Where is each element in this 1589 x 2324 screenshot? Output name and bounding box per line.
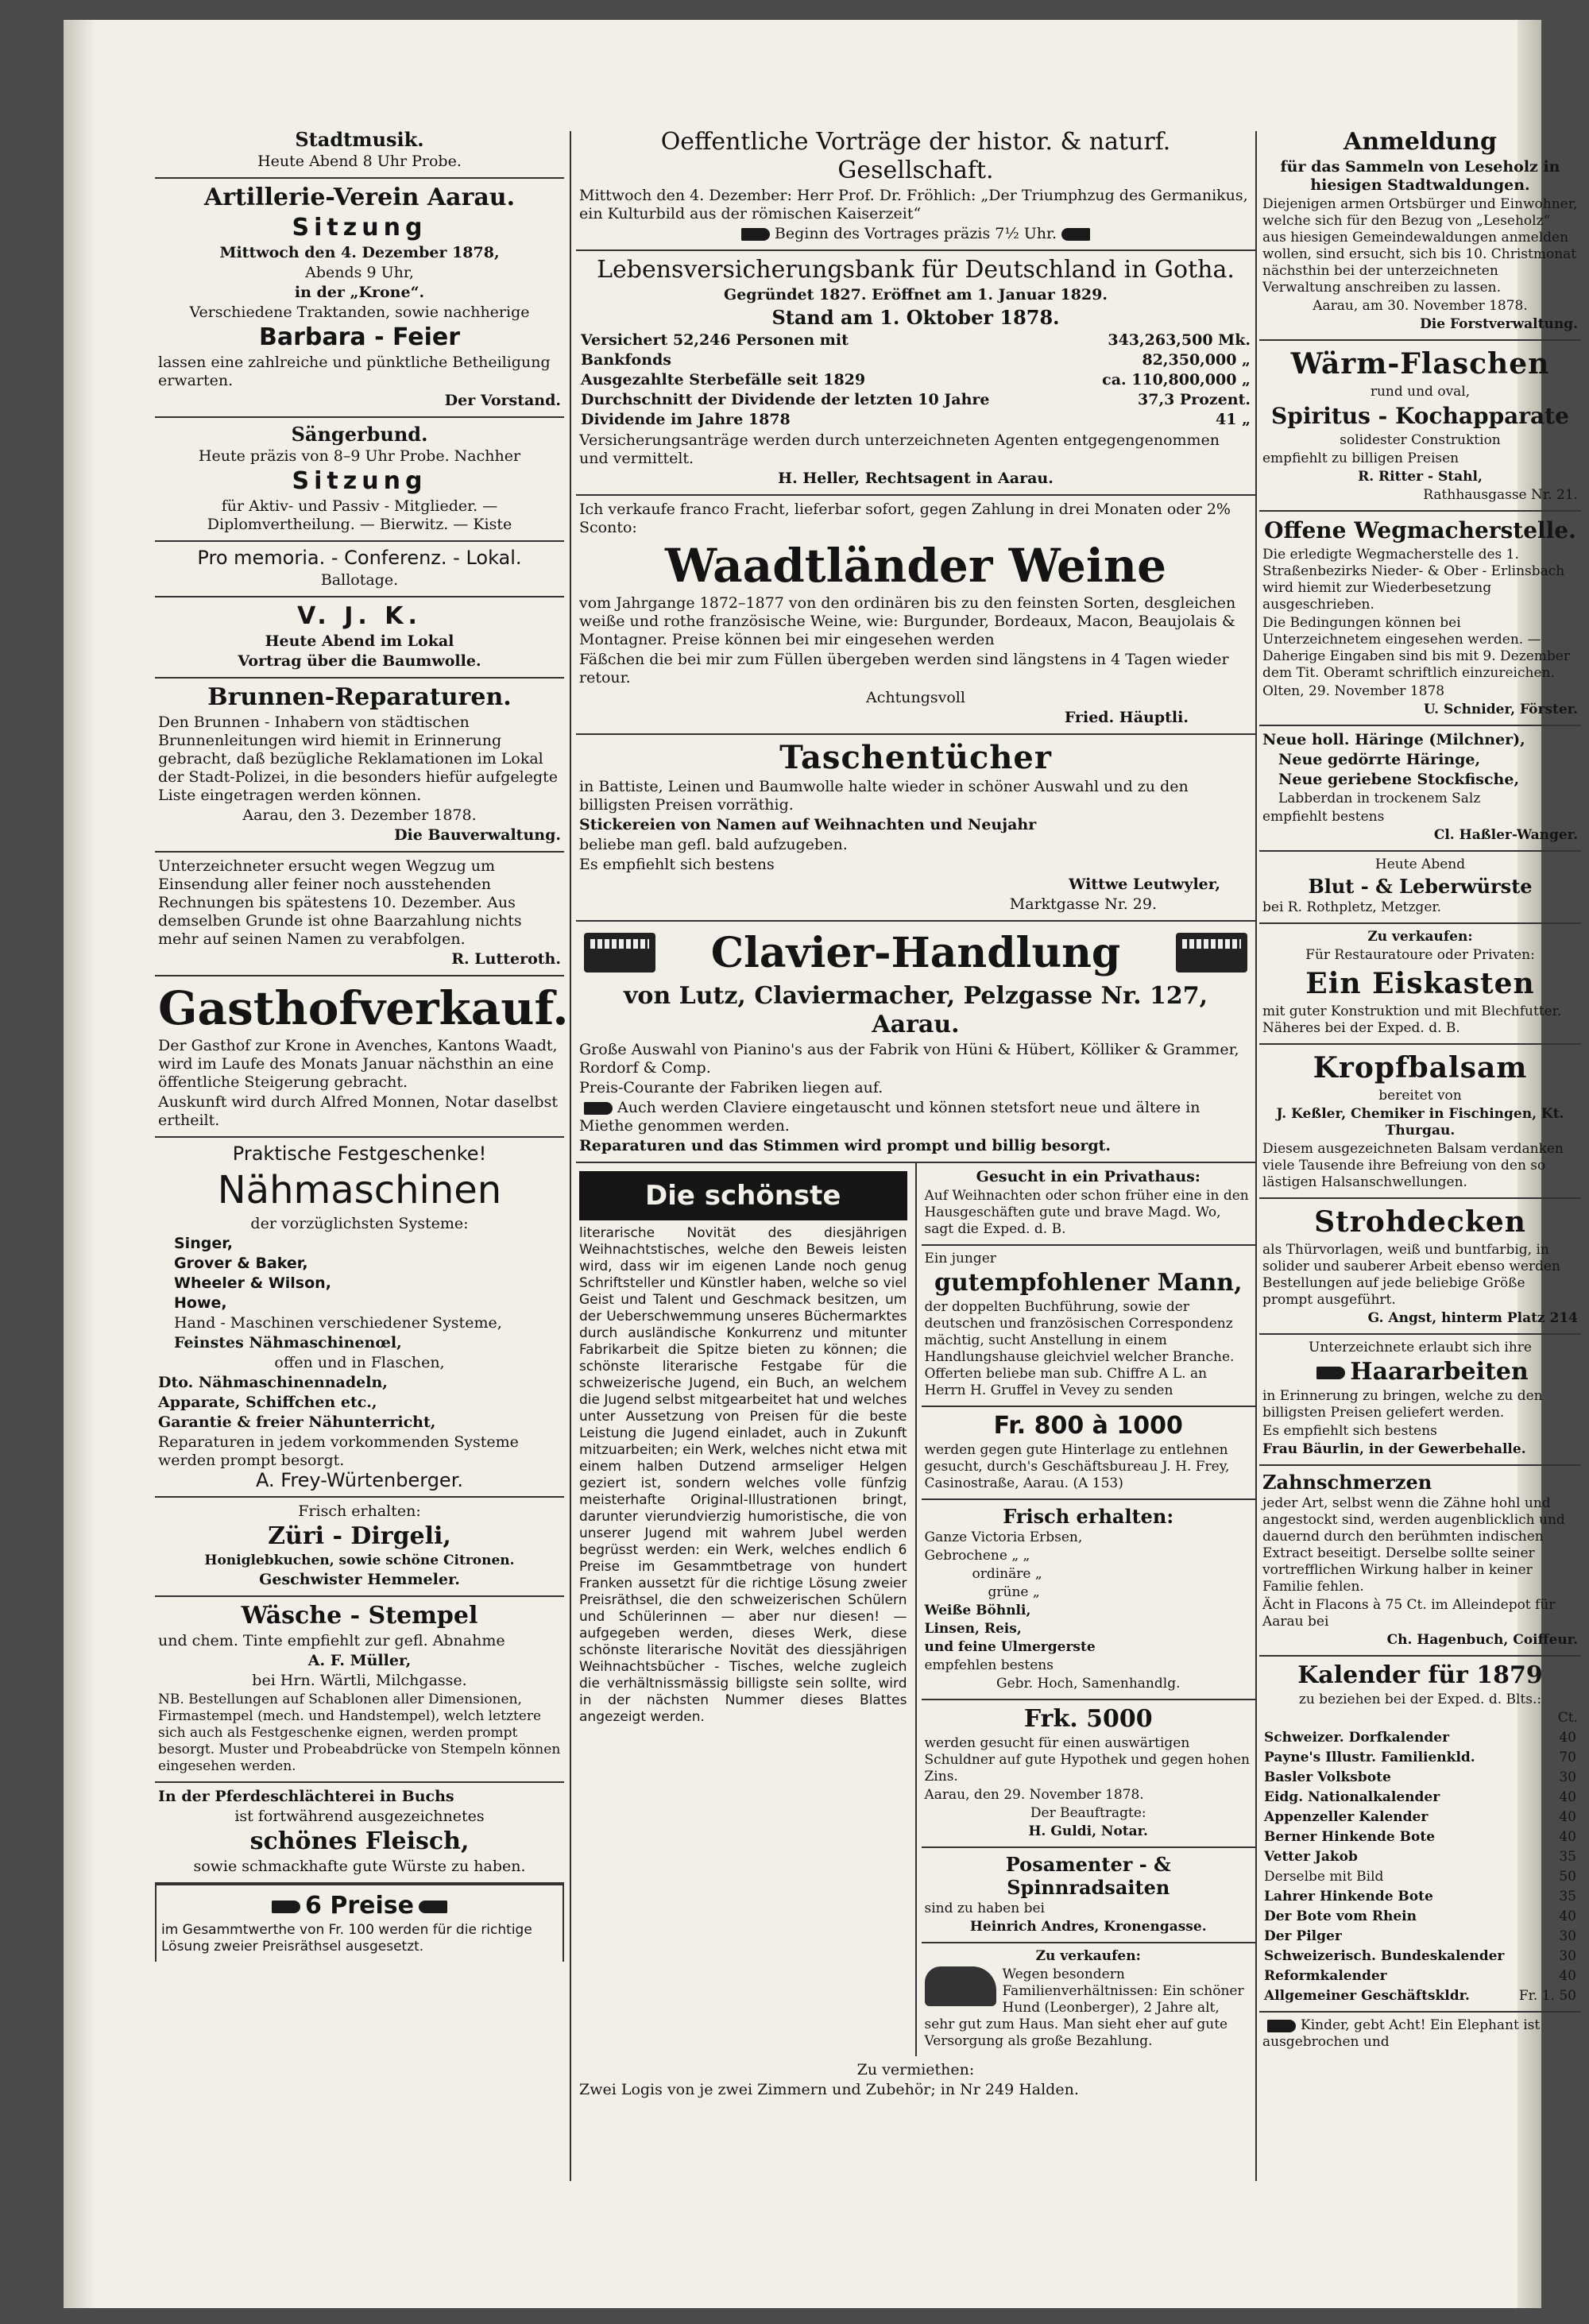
- ad-eiskasten: [1259, 924, 1581, 1045]
- ad-text: empfehlen bestens: [924, 1657, 1054, 1673]
- ad-subtitle: von Lutz, Claviermacher, Pelzgasse Nr. 127, Aarau.: [623, 982, 1208, 1038]
- ad-signature: Die Forstverwaltung.: [1420, 316, 1578, 332]
- table-cell: Payne's Illustr. Familienkld.: [1264, 1750, 1475, 1765]
- ad-lebensversicherung: [576, 251, 1255, 496]
- ad-signature: Geschwister Hemmeler.: [259, 1571, 460, 1588]
- ad-title: Kropfbalsam: [1313, 1051, 1528, 1085]
- ad-kinder: [1259, 2013, 1581, 2057]
- column-middle: [576, 123, 1255, 2181]
- ad-text: Heute Abend: [1374, 857, 1466, 872]
- ad-text: Reparaturen in jedem vorkommenden Systeme werden prompt besorgt.: [158, 1433, 519, 1469]
- ad-date: Olten, 29. November 1878: [1262, 683, 1445, 699]
- ad-title: Posamenter - & Spinnradsaiten: [1005, 1853, 1171, 1899]
- ad-title: Taschentücher: [779, 739, 1052, 776]
- ad-text-span: Kinder, gebt Acht! Ein Elephant ist ausgebrochen und: [1262, 2017, 1541, 2050]
- ad-text: in Erinnerung zu bringen, welche zu den billigsten Preisen geliefert werden.: [1262, 1388, 1543, 1421]
- ad-text: Zwei Logis von je zwei Zimmern und Zubehör; in Nr 249 Halden.: [579, 2081, 1079, 2098]
- banner-heading: Die schönste: [579, 1171, 907, 1220]
- ad-text: im Gesammtwerthe von Fr. 100 werden für die richtige Lösung zweier Preisräthsel ausgesetzt.: [161, 1922, 532, 1955]
- table-row: [1262, 1867, 1578, 1887]
- ad-signature: J. Keßler, Chemiker in Fischingen, Kt. Thurgau.: [1276, 1106, 1564, 1139]
- ad-pferd: [155, 1783, 564, 1884]
- ad-place: in der „Krone“.: [294, 284, 425, 301]
- ad-title: Wäsche - Stempel: [241, 1602, 478, 1630]
- pointing-hand-icon: [584, 1102, 613, 1115]
- table-row: [1262, 1788, 1578, 1808]
- ad-geld: [922, 1407, 1256, 1500]
- table-row: [1262, 1986, 1578, 2006]
- ad-address: Marktgasse Nr. 29.: [1009, 895, 1157, 913]
- ad-wuerste: [1259, 852, 1581, 924]
- ad-naehmaschinen: [155, 1138, 564, 1498]
- ad-text: Achtungsvoll: [866, 689, 965, 706]
- ad-title: Anmeldung: [1343, 128, 1497, 156]
- ad-signature: Ch. Hagenbuch, Coiffeur.: [1386, 1632, 1578, 1648]
- table-cell: Reformkalender: [1264, 1968, 1387, 1984]
- ad-text: werden gesucht für einen auswärtigen Schuldner auf gute Hypothek und gegen hohen Zins.: [924, 1735, 1250, 1785]
- ad-text: Apparate, Schiffchen etc.,: [158, 1394, 377, 1411]
- ad-text: Die erledigte Wegmacherstelle des 1. Straßenbezirks Nieder- & Ober - Erlinsbach wird hiemit zur Wiederbesetzung ausgeschrieben.: [1262, 547, 1565, 613]
- ad-haararbeiten: [1259, 1335, 1581, 1466]
- pointing-hand-icon: [741, 228, 770, 241]
- table-cell: 40: [1559, 1789, 1576, 1805]
- ad-title: gutempfohlener Mann,: [934, 1269, 1243, 1297]
- table-row: [579, 370, 1252, 390]
- ad-title: Kalender für 1879: [1297, 1661, 1543, 1689]
- ad-vermiethen: [576, 2056, 1255, 2106]
- ad-preise: [155, 1884, 564, 1962]
- ad-weine: [576, 496, 1255, 735]
- ad-text: Neue holl. Häringe (Milchner),: [1262, 731, 1525, 748]
- ad-text: und chem. Tinte empfiehlt zur gefl. Abnahme: [158, 1632, 505, 1649]
- ad-text: für das Sammeln von Leseholz in hiesigen Stadtwaldungen.: [1280, 158, 1560, 194]
- ad-text: Es empfiehlt sich bestens: [579, 856, 775, 873]
- ad-title: Wärm-Flaschen: [1290, 347, 1550, 381]
- table-row: [1262, 1808, 1578, 1827]
- ad-heading: Barbara - Feier: [258, 323, 461, 351]
- ad-zueri: [155, 1498, 564, 1597]
- ad-hund: [922, 1943, 1256, 2056]
- page-gutter-shade: [64, 20, 95, 2308]
- ad-text: Ballotage.: [320, 571, 399, 589]
- ad-text: Große Auswahl von Pianino's aus der Fabrik von Hüni & Hübert, Kölliker & Grammer, Rordorf & Comp.: [579, 1041, 1239, 1077]
- table-row: [1262, 1966, 1578, 1986]
- ad-text: vom Jahrgange 1872–1877 von den ordinären bis zu den feinsten Sorten, desgleichen weiße und rothe französische Weine, wie: Burgunder, Bordeaux, Macon, Beaujolais & Montagner. Preise können bei mir eingesehen werden: [579, 594, 1236, 648]
- ad-text: sind zu haben bei: [924, 1901, 1045, 1916]
- table-row: [579, 350, 1252, 370]
- ad-waesche: [155, 1597, 564, 1783]
- table-cell: Derselbe mit Bild: [1264, 1869, 1384, 1885]
- ad-privathaus: [922, 1163, 1256, 1246]
- ad-text: Gegründet 1827. Eröffnet am 1. Januar 1829.: [723, 286, 1108, 304]
- ad-text: Neue geriebene Stockfische,: [1278, 771, 1520, 788]
- ad-title: Ein Eiskasten: [1305, 967, 1535, 1000]
- ad-signature: Der Vorstand.: [444, 392, 561, 409]
- ad-title: Offene Wegmacherstelle.: [1264, 517, 1576, 543]
- ad-list-item: Linsen, Reis,: [924, 1621, 1022, 1637]
- ad-signature: Cl. Haßler-Wanger.: [1433, 827, 1578, 843]
- ad-time: Abends 9 Uhr,: [305, 264, 414, 281]
- newspaper-page: [64, 20, 1578, 2308]
- ad-list-item: und feine Ulmergerste: [924, 1639, 1096, 1655]
- ad-taschentuecher: [576, 735, 1255, 922]
- ad-title: Waadtländer Weine: [664, 539, 1166, 593]
- ad-list-item: Gebrochene „ „: [924, 1548, 1030, 1564]
- ad-text: Verschiedene Traktanden, sowie nachherige: [189, 304, 530, 321]
- ad-signature: A. Frey-Würtenberger.: [256, 1469, 463, 1491]
- ad-signature: Fried. Häuptli.: [1064, 709, 1189, 726]
- table-cell: ca. 110,800,000 „: [1102, 371, 1251, 389]
- ad-title: Stadtmusik.: [295, 128, 424, 151]
- ad-text: Unterzeichnete erlaubt sich ihre: [1309, 1340, 1532, 1355]
- ad-text: Es empfiehlt sich bestens: [1262, 1423, 1437, 1439]
- ad-wegzug: [155, 853, 564, 976]
- ad-text: rund und oval,: [1370, 384, 1471, 400]
- ad-gasthof: [155, 976, 569, 1138]
- ad-frk: [922, 1700, 1256, 1848]
- ad-signature: H. Guldi, Notar.: [1028, 1823, 1148, 1839]
- ad-schoenste: [576, 1163, 910, 1732]
- ad-text: NB. Bestellungen auf Schablonen aller Dimensionen, Firmastempel (mech. und Handstempel), welch letztere sich auch als Festgeschenke eignen, werden prompt besorgt. Muster und Probeabdrücke von Stempeln können eingesehen werden.: [158, 1692, 561, 1774]
- pointing-hand-icon: [1061, 228, 1090, 241]
- ad-text: beliebe man gefl. bald aufzugeben.: [579, 836, 848, 853]
- table-cell: 35: [1559, 1849, 1576, 1865]
- ad-signature: G. Angst, hinterm Platz 214: [1367, 1310, 1578, 1326]
- ad-text: [579, 1099, 1252, 1135]
- ad-signature: R. Lutteroth.: [451, 950, 561, 968]
- subcolumn-right: [917, 1163, 1256, 2056]
- ad-text: Garantie & freier Nähunterricht,: [158, 1413, 436, 1431]
- ad-list-item: Howe,: [174, 1294, 227, 1312]
- ad-text: sowie schmackhafte gute Würste zu haben.: [193, 1858, 526, 1875]
- ad-text: Dto. Nähmaschinennadeln,: [158, 1374, 388, 1391]
- ad-title: Blut - & Leberwürste: [1308, 875, 1533, 898]
- ad-signature: Heinrich Andres, Kronengasse.: [969, 1919, 1207, 1935]
- table-row: [1262, 1907, 1578, 1927]
- table-cell: 35: [1559, 1889, 1576, 1904]
- ad-mann: [922, 1246, 1256, 1407]
- ad-signature: R. Ritter - Stahl,: [1358, 469, 1483, 485]
- table-cell: Der Bote vom Rhein: [1264, 1908, 1417, 1924]
- ad-vjk: [155, 597, 564, 679]
- ad-heading: Stand am 1. Oktober 1878.: [771, 306, 1060, 329]
- ad-title: Frk. 5000: [1023, 1705, 1153, 1733]
- ad-time: Beginn des Vortrages präzis 7½ Uhr.: [774, 225, 1057, 242]
- ad-date: Aarau, den 3. Dezember 1878.: [242, 806, 477, 824]
- table-row: [1262, 1947, 1578, 1966]
- ad-heading: Sitzung: [292, 214, 427, 242]
- table-row: [1262, 1768, 1578, 1788]
- ad-text: Der Gasthof zur Krone in Avenches, Kantons Waadt, wird im Laufe des Monats Januar nächsthin an eine öffentliche Steigerung gebracht.: [158, 1037, 558, 1091]
- table-cell: Eidg. Nationalkalender: [1264, 1789, 1440, 1805]
- table-row: [579, 390, 1252, 410]
- ad-text: empfiehlt bestens: [1262, 809, 1385, 825]
- table-cell: 41 „: [1216, 411, 1251, 428]
- ad-text: Heute Abend 8 Uhr Probe.: [257, 153, 462, 170]
- ad-signature: Wittwe Leutwyler,: [1069, 876, 1220, 893]
- ad-text: Fäßchen die bei mir zum Füllen übergeben werden sind längstens in 4 Tagen wieder retour.: [579, 651, 1229, 686]
- ad-title: Artillerie-Verein Aarau.: [203, 184, 516, 211]
- ad-title: Oeffentliche Vorträge der histor. & naturf. Gesellschaft.: [660, 128, 1171, 184]
- ad-text: ist fortwährend ausgezeichnetes: [234, 1808, 485, 1825]
- ad-text: der vorzüglichsten Systeme:: [250, 1215, 469, 1232]
- piano-icon: [1176, 933, 1247, 973]
- ad-haringe: [1259, 726, 1581, 852]
- table-row: [579, 410, 1252, 430]
- ad-text: werden gegen gute Hinterlage zu entlehnen gesucht, durch's Geschäftsbureau J. H. Frey, Casinostraße, Aarau. (A 153): [924, 1442, 1230, 1491]
- table-cell: 40: [1559, 1730, 1576, 1746]
- ad-text: Den Brunnen - Inhabern von städtischen Brunnenleitungen wird hiemit in Erinnerung gebracht, daß bezügliche Reklamationen im Lokal der Stadt-Polizei, in die besonders hiefür aufgelegte Liste eingetragen werden können.: [158, 713, 559, 804]
- table-cell: 343,263,500 Mk.: [1108, 331, 1251, 349]
- ad-artillerie: [155, 179, 564, 418]
- ad-title: [1262, 1358, 1578, 1386]
- piano-icon: [584, 933, 655, 973]
- ad-text: zu beziehen bei der Exped. d. Blts.:: [1298, 1692, 1542, 1707]
- table-cell: Ausgezahlte Sterbefälle seit 1829: [581, 371, 866, 389]
- column-divider: [1255, 131, 1257, 2181]
- table-row: [1262, 1827, 1578, 1847]
- ad-text: als Thürvorlagen, weiß und buntfarbig, in solider und sauberer Arbeit ebenso werden Bestellungen auf jede beliebige Größe prompt ausgeführt.: [1262, 1242, 1560, 1308]
- ad-text: lassen eine zahlreiche und pünktliche Betheiligung erwarten.: [158, 354, 551, 389]
- ad-text: Hand - Maschinen verschiedener Systeme,: [174, 1314, 502, 1332]
- ad-title: Züri - Dirgeli,: [268, 1522, 451, 1550]
- ad-text: Auf Weihnachten oder schon früher eine in den Hausgeschäften gute und brave Magd. Wo, sagt die Exped. d. B.: [924, 1188, 1249, 1237]
- ad-title: Zu verkaufen:: [1035, 1948, 1141, 1964]
- ad-title: In der Pferdeschlächterei in Buchs: [158, 1788, 454, 1805]
- column-left: [155, 123, 569, 2181]
- middle-subcolumns: [576, 1163, 1255, 2056]
- ad-text: Ein junger: [924, 1251, 996, 1266]
- ad-title: Fr. 800 à 1000: [993, 1412, 1183, 1440]
- subcolumn-left: [576, 1163, 917, 2056]
- ad-list-item: Ganze Victoria Erbsen,: [924, 1529, 1083, 1545]
- table-cell: 40: [1559, 1908, 1576, 1924]
- column-divider: [570, 131, 571, 2181]
- ad-address: Rathhausgasse Nr. 21.: [1423, 487, 1578, 503]
- table-row: [579, 331, 1252, 350]
- ad-heading: Spiritus - Kochapparate: [1271, 403, 1569, 429]
- ad-text: Heute Abend im Lokal: [265, 632, 454, 650]
- ad-signature: bei R. Rothpletz, Metzger.: [1262, 899, 1442, 915]
- table-cell: Versichert 52,246 Personen mit: [581, 331, 849, 349]
- ad-anmeldung: [1259, 123, 1581, 341]
- table-cell: Vetter Jakob: [1264, 1849, 1358, 1865]
- table-cell: Allgemeiner Geschäftskldr.: [1264, 1988, 1470, 2004]
- pointing-hand-icon: [419, 1901, 447, 1913]
- pointing-hand-icon: [1316, 1367, 1345, 1379]
- ad-text: Honiglebkuchen, sowie schöne Citronen.: [204, 1553, 515, 1568]
- ad-title: Sängerbund.: [291, 423, 428, 446]
- ad-title-text: Haararbeiten: [1350, 1358, 1529, 1386]
- ad-date: Aarau, den 29. November 1878.: [924, 1787, 1144, 1803]
- ad-list-item: Wheeler & Wilson,: [174, 1274, 331, 1292]
- ad-title: Gasthofverkauf.: [158, 981, 569, 1035]
- pointing-hand-icon: [272, 1901, 300, 1913]
- ad-vortraege: [576, 123, 1255, 251]
- ad-title: Strohdecken: [1314, 1205, 1526, 1239]
- column-right: [1259, 123, 1581, 2181]
- table-cell: Bankfonds: [581, 351, 671, 369]
- ad-frisch: [922, 1500, 1256, 1700]
- ad-text: bereitet von: [1378, 1088, 1462, 1104]
- ad-date: Mittwoch den 4. Dezember 1878,: [219, 244, 500, 261]
- ad-text: Ich verkaufe franco Fracht, lieferbar sofort, gegen Zahlung in drei Monaten oder 2% Sconto:: [579, 501, 1231, 536]
- table-cell: Dividende im Jahre 1878: [581, 411, 791, 428]
- ad-unit: Ct.: [1557, 1710, 1578, 1726]
- table-cell: 40: [1559, 1809, 1576, 1825]
- ad-text: Stickereien von Namen auf Weihnachten und Neujahr: [579, 816, 1037, 833]
- ad-signature: Die Bauverwaltung.: [394, 826, 561, 844]
- ad-zahnschmerzen: [1259, 1466, 1581, 1657]
- ad-text: Mittwoch den 4. Dezember: Herr Prof. Dr. Fröhlich: „Der Triumphzug des Germanikus, ein Kulturbild aus der römischen Kaiserzeit“: [579, 187, 1248, 222]
- table-cell: 30: [1559, 1948, 1576, 1964]
- ad-text: offen und in Flaschen,: [274, 1354, 445, 1371]
- ad-text: empfiehlt zu billigen Preisen: [1262, 450, 1459, 466]
- table-cell: 30: [1559, 1928, 1576, 1944]
- pointing-hand-icon: [1267, 2020, 1296, 2032]
- ad-waermflaschen: [1259, 341, 1581, 512]
- ad-title: Praktische Festgeschenke!: [232, 1143, 487, 1165]
- table-cell: 30: [1559, 1769, 1576, 1785]
- table-cell: 40: [1559, 1829, 1576, 1845]
- table-row: [1262, 1927, 1578, 1947]
- table-row: [1262, 1748, 1578, 1768]
- ad-text: bei Hrn. Wärtli, Milchgasse.: [252, 1672, 467, 1689]
- kalender-table: [1262, 1728, 1578, 2006]
- ad-text-span: Auch werden Claviere eingetauscht und können stetsfort neue und ältere in Miethe genommen werden.: [579, 1099, 1200, 1135]
- ad-list-item: Weiße Böhnli,: [924, 1603, 1031, 1618]
- ad-text: literarische Novität des diesjährigen Weihnachtstisches, welche den Beweis leisten wird, dass wir im eigenen Lande noch genug Schriftsteller und Künstler haben, welche so viel Geist und Talent und Geschmack besitzen, um der Ueberschwemmung unseres Büchermarktes durch ausländische Konkurrenz und mitunter Fabrikarbeit die Spitze bieten zu können; die schönste literarische Festgabe für die schweizerische Jugend, ein Buch, an welchem die Jugend selbst mitgearbeitet hat und welches unter Aussetzung von Preisen für die beste Leistung die Jugend einladet, auch in Zukunft mitzuarbeiten; ein Werk, welches nicht etwa mit einem halben Dutzend armseliger Helgen geziert ist, sondern welches volle fünfzig meisterhafte Original-Illustrationen bringt, darunter vierundvierzig humoristische, die von unserer Jugend mit wahrem Jubel werden begrüsst werden: ein Werk, welches endlich 6 Preise im Gesammtbetrage von hundert Franken aussetzt für die richtige Lösung zweier Preisräthsel, die den schweizerischen Schülern und Schülerinnen — aber nur diesen! — aufgegeben werden, dieses Werk, diese schönste literarische Novität des diessjährigen Weihnachtsbücher - Tisches, welche zugleich die verhältnissmässig billigste sein sollte, wird in der nächsten Nummer dieses Blattes angezeigt werden.: [579, 1225, 907, 1725]
- ad-text: der doppelten Buchführung, sowie der deutschen und französischen Correspondenz mächtig, sucht Anstellung in einem Handlungshause gleichviel welcher Branche. Offerten beliebe man sub. Chiffre A L. an Herrn H. Gruffel in Vevey zu senden: [924, 1299, 1235, 1398]
- ad-text: Feinstes Nähmaschinenœl,: [174, 1334, 402, 1351]
- ad-strohdecken: [1259, 1199, 1581, 1335]
- ad-text: Zu verkaufen:: [1367, 929, 1473, 945]
- table-cell: 70: [1559, 1750, 1576, 1765]
- ad-text: Wegen besondern Familienverhältnissen: Ein schöner Hund (Leonberger), 2 Jahre alt, sehr gut zum Haus. Man sieht eher auf gute Versorgung als große Bezahlung.: [924, 1966, 1244, 2049]
- table-row: [1262, 1887, 1578, 1907]
- ad-title: Frisch erhalten:: [1003, 1505, 1174, 1528]
- table-cell: Appenzeller Kalender: [1264, 1809, 1429, 1825]
- ad-text: Ächt in Flacons à 75 Ct. im Alleindepot für Aarau bei: [1262, 1597, 1556, 1630]
- ad-text: Versicherungsanträge werden durch unterzeichneten Agenten entgegengenommen und vermittelt.: [579, 431, 1220, 467]
- ad-text: Reparaturen und das Stimmen wird prompt und billig besorgt.: [579, 1137, 1112, 1154]
- ad-signature: H. Heller, Rechtsagent in Aarau.: [778, 470, 1054, 487]
- ad-promemoria: [155, 542, 564, 597]
- ad-title: Zahnschmerzen: [1262, 1471, 1432, 1494]
- ad-stadtmusik: [155, 123, 564, 179]
- ad-title: Gesucht in ein Privathaus:: [976, 1168, 1200, 1185]
- ad-text: Die Bedingungen können bei Unterzeichnetem eingesehen werden. — Daherige Eingaben sind bis mit 9. Dezember dem Tit. Oberamt schriftlich einzureichen.: [1262, 615, 1570, 681]
- ad-text: Frisch erhalten:: [298, 1502, 421, 1520]
- ad-text: Labberdan in trockenem Salz: [1278, 791, 1481, 806]
- ad-text: Der Beauftragte:: [1030, 1805, 1146, 1821]
- ad-kalender: [1259, 1657, 1581, 2013]
- table-cell: Berner Hinkende Bote: [1264, 1829, 1436, 1845]
- ad-text: Unterzeichneter ersucht wegen Wegzug um Einsendung aller feiner noch ausstehenden Rechnungen bis spätestens 10. Dezember. Aus demselben Grunde ist ohne Baarzahlung nichts mehr auf seinen Namen zu verabfolgen.: [158, 857, 522, 948]
- table-row: [1262, 1728, 1578, 1748]
- ad-heading: Nähmaschinen: [217, 1168, 502, 1212]
- ad-list-item: Singer,: [174, 1235, 234, 1252]
- ad-text: für Aktiv- und Passiv - Mitglieder. — Diplomvertheilung. — Bierwitz. — Kiste: [207, 497, 512, 533]
- table-cell: Durchschnitt der Dividende der letzten 10 Jahre: [581, 391, 990, 408]
- ad-signature: Gebr. Hoch, Samenhandlg.: [996, 1676, 1181, 1692]
- ad-text: Auskunft wird durch Alfred Monnen, Notar daselbst ertheilt.: [158, 1093, 558, 1129]
- dog-icon: [925, 1966, 996, 2006]
- table-cell: 40: [1559, 1968, 1576, 1984]
- ad-posament: [922, 1848, 1256, 1943]
- ad-text: Heute präzis von 8–9 Uhr Probe. Nachher: [198, 447, 521, 465]
- table-cell: 82,350,000 „: [1142, 351, 1251, 369]
- ad-kropfbalsam: [1259, 1045, 1581, 1199]
- table-cell: Fr. 1. 50: [1518, 1988, 1576, 2004]
- ad-signature: U. Schnider, Förster.: [1423, 702, 1578, 717]
- ad-heading: Sitzung: [292, 467, 427, 495]
- ad-text: in Battiste, Leinen und Baumwolle halte wieder in schöner Auswahl und zu den billigsten Preisen vorräthig.: [579, 778, 1189, 814]
- ad-text: Diesem ausgezeichneten Balsam verdanken viele Tausende ihre Befreiung von den so lästigen Halsanschwellungen.: [1262, 1141, 1564, 1190]
- ad-heading: schönes Fleisch,: [249, 1827, 470, 1855]
- ad-signature: Frau Bäurlin, in der Gewerbehalle.: [1262, 1441, 1526, 1457]
- ad-list-item: Grover & Baker,: [174, 1255, 308, 1272]
- ad-text: Neue gedörrte Häringe,: [1278, 751, 1481, 768]
- ad-title: V. J. K.: [297, 602, 422, 630]
- ad-list-item: grüne „: [988, 1584, 1040, 1600]
- ad-date: Aarau, am 30. November 1878.: [1313, 298, 1528, 314]
- table-cell: Schweizerisch. Bundeskalender: [1264, 1948, 1505, 1964]
- ad-clavier: [576, 922, 1255, 1163]
- ad-text: Vortrag über die Baumwolle.: [238, 652, 481, 670]
- ad-title: [161, 1892, 558, 1920]
- ad-title: Pro memoria. - Conferenz. - Lokal.: [197, 547, 522, 569]
- ad-saengerbund: [155, 418, 564, 542]
- ad-wegmacher: [1259, 512, 1581, 726]
- table-cell: Schweizer. Dorfkalender: [1264, 1730, 1450, 1746]
- ad-text: Diejenigen armen Ortsbürger und Einwohner, welche sich für den Bezug von „Leseholz“ aus hiesigen Gemeindewaldungen anmelden wollen, sind ersucht, sich bis 10. Christmonat nächsthin bei der unterzeichneten Verwaltung anschreiben zu lassen.: [1262, 196, 1578, 296]
- ad-signature: A. F. Müller,: [307, 1652, 412, 1669]
- table-cell: Der Pilger: [1264, 1928, 1342, 1944]
- ad-brunnen: [155, 679, 564, 853]
- table-row: [1262, 1847, 1578, 1867]
- ad-title: Clavier-Handlung: [710, 929, 1121, 977]
- table-cell: Lahrer Hinkende Bote: [1264, 1889, 1433, 1904]
- ad-list-item: ordinäre „: [972, 1566, 1042, 1582]
- ad-title: Zu vermiethen:: [856, 2061, 975, 2078]
- ad-text: Für Restauratoure oder Privaten:: [1305, 947, 1535, 963]
- ad-title-text: 6 Preise: [305, 1892, 414, 1920]
- ad-text: [1262, 2017, 1578, 2051]
- table-cell: Basler Volksbote: [1264, 1769, 1391, 1785]
- ad-text: mit guter Konstruktion und mit Blechfutter. Näheres bei der Exped. d. B.: [1262, 1003, 1562, 1036]
- ad-text: solidester Construktion: [1340, 432, 1501, 448]
- bank-table: [579, 331, 1252, 430]
- ad-title: Lebensversicherungsbank für Deutschland in Gotha.: [597, 256, 1235, 284]
- ad-text: jeder Art, selbst wenn die Zähne hohl und angestockt sind, werden augenblicklich und dauernd durch den berühmten indischen Extract beseitigt. Derselbe sollte seiner vortrefflichen Wirkung halber in keiner Familie fehlen.: [1262, 1495, 1565, 1595]
- table-cell: 37,3 Prozent.: [1138, 391, 1251, 408]
- ad-text: [579, 225, 1252, 243]
- table-cell: 50: [1559, 1869, 1576, 1885]
- ad-title: Brunnen-Reparaturen.: [207, 683, 512, 711]
- ad-text: Preis-Courante der Fabriken liegen auf.: [579, 1079, 883, 1096]
